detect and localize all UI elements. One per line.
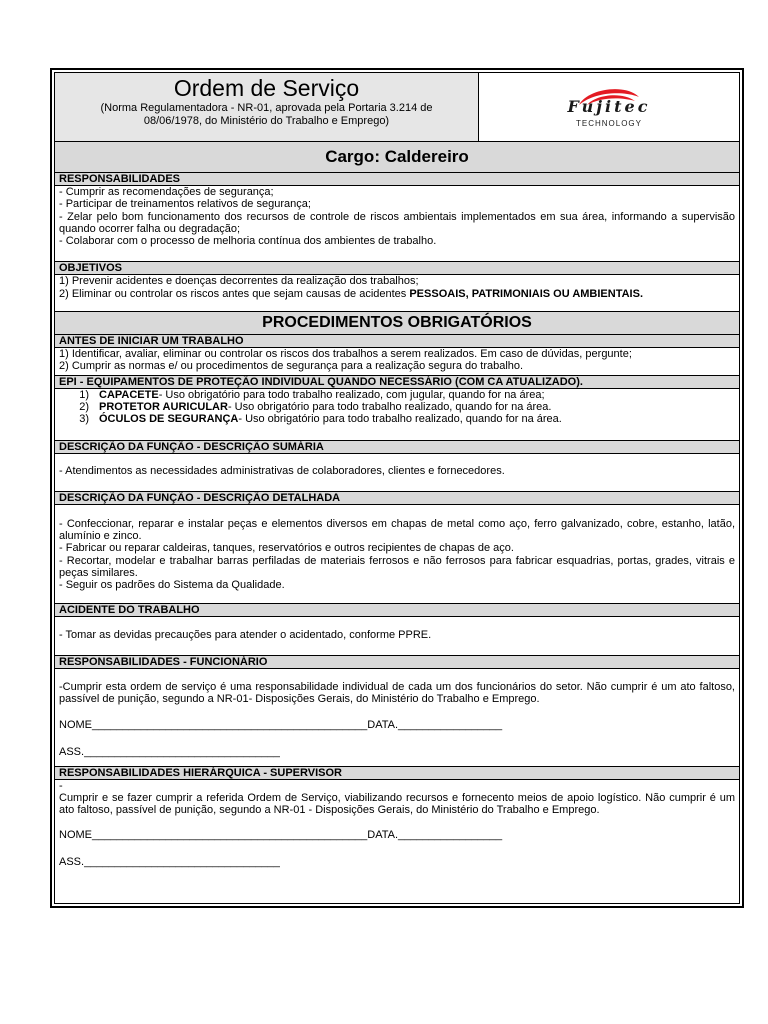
supervisor-name-date-line[interactable]: NOME_____________________________________________DATA._________________ (59, 829, 503, 842)
supervisor-signature-line[interactable]: ASS.________________________________ (59, 856, 280, 869)
ppe-item (55, 401, 739, 413)
header-title-cell (55, 73, 479, 141)
summary-description-heading: DESCRIÇÃO DA FUNÇÃO - DESCRIÇÃO SUMÁRIA (55, 440, 739, 454)
employee-responsibility-text: -Cumprir esta ordem de serviço é uma responsabilidade individual de cada um dos funcionários do setor. Não cumprir é um ato faltoso, passível de punição, segundo a NR-01- Disposições Gerais, do Ministério do Trabalho e Emprego. (59, 680, 735, 706)
detailed-description-heading: DESCRIÇÃO DA FUNÇÃO - DESCRIÇÃO DETALHADA (55, 491, 739, 505)
ppe-list (55, 389, 739, 440)
ppe-item (55, 389, 739, 401)
before-work-line: 1) Identificar, avaliar, eliminar ou controlar os riscos dos trabalhos a serem realizados. Em caso de dúvidas, pergunte; (59, 348, 632, 361)
work-accident-body (55, 617, 739, 655)
responsibility-line: - Participar de treinamentos relativos de segurança; (59, 198, 311, 211)
ppe-item-text: - Uso obrigatório para todo trabalho realizado, com jugular, quando for na área; (158, 388, 545, 401)
company-logo-text: Fujitec (567, 97, 651, 116)
service-order-form (50, 68, 744, 908)
company-logo-subtext: TECHNOLOGY (575, 119, 642, 128)
before-work-heading: ANTES DE INICIAR UM TRABALHO (55, 335, 739, 348)
responsibilities-body (55, 186, 739, 261)
detailed-description-line: - Confeccionar, reparar e instalar peças e elementos diversos em chapas de metal como aço, ferro galvanizado, cobre, estanho, latão, alumínio e zinco. (59, 517, 735, 543)
employee-responsibility-body (55, 669, 739, 706)
work-accident-heading: ACIDENTE DO TRABALHO (55, 603, 739, 617)
ppe-item-name: CAPACETE (99, 388, 159, 401)
ppe-item-text: - Uso obrigatório para todo trabalho realizado, quando for na área. (238, 413, 562, 426)
ppe-heading: EPI - EQUIPAMENTOS DE PROTEÇÃO INDIVIDUAL QUANDO NECESSÁRIO (COM CA ATUALIZADO). (55, 375, 739, 389)
summary-description-text: - Atendimentos as necessidades administrativas de colaboradores, clientes e fornecedores. (59, 464, 505, 477)
document-title: Ordem de Serviço (173, 75, 360, 101)
ppe-item-text: - Uso obrigatório para todo trabalho realizado, quando for na área. (227, 400, 552, 413)
objective-text: 2) Eliminar ou controlar os riscos antes que sejam causas de acidentes (59, 287, 410, 300)
detailed-description-body (55, 505, 739, 603)
detailed-description-line: - Recortar, modelar e trabalhar barras perfiladas de materiais ferrosos e não ferrosos para fabricar esquadrias, portas, grades, vitrais e peças similares. (59, 554, 735, 580)
ppe-item-name: ÓCULOS DE SEGURANÇA (99, 413, 239, 426)
employee-name-date-line[interactable]: NOME_____________________________________________DATA._________________ (59, 718, 503, 731)
before-work-body (55, 348, 739, 375)
summary-description-body (55, 454, 739, 491)
objectives-heading: OBJETIVOS (55, 261, 739, 275)
header-logo-cell (479, 73, 739, 141)
responsibility-line: - Zelar pelo bom funcionamento dos recursos de controle de riscos ambientais implementados em sua área, informando a supervisão quando ocorrer falha ou degradação; (59, 210, 735, 235)
company-logo (539, 83, 679, 131)
document-subtitle: (Norma Regulamentadora - NR-01, aprovada pela Portaria 3.214 de 08/06/1978, do Ministério do Trabalho e Emprego) (100, 102, 433, 127)
ppe-item-number: 2) (79, 400, 89, 413)
mandatory-procedures-heading: PROCEDIMENTOS OBRIGATÓRIOS (55, 311, 739, 335)
ppe-item-name: PROTETOR AURICULAR (99, 400, 228, 413)
employee-responsibility-heading: RESPONSABILIDADES - FUNCIONÁRIO (55, 655, 739, 669)
supervisor-responsibility-body (55, 780, 739, 817)
supervisor-dash: - (59, 779, 63, 792)
supervisor-responsibility-text: Cumprir e se fazer cumprir a referida Ordem de Serviço, viabilizando recursos e fornecento meios de apoio logístico. Não cumprir é um ato faltoso, passível de punição, segundo a NR-01 - Disposições Gerais, do Ministério do Trabalho e Emprego. (59, 791, 735, 817)
ppe-item (55, 413, 739, 425)
ppe-item-number: 1) (79, 388, 89, 401)
objective-line: 1) Prevenir acidentes e doenças decorrentes da realização dos trabalhos; (59, 275, 419, 288)
responsibility-line: - Cumprir as recomendações de segurança; (59, 186, 274, 198)
employee-signature-line[interactable]: ASS.________________________________ (59, 745, 280, 758)
objectives-body (55, 275, 739, 311)
supervisor-responsibility-heading: RESPONSABILIDADES HIERÁRQUICA - SUPERVISOR (55, 766, 739, 780)
detailed-description-line: - Seguir os padrões do Sistema da Qualidade. (59, 579, 285, 592)
before-work-line: 2) Cumprir as normas e/ ou procedimentos de segurança para a realização segura do trabalho. (59, 360, 524, 373)
responsibilities-heading: RESPONSABILIDADES (55, 173, 739, 186)
form-header (55, 73, 739, 142)
work-accident-text: - Tomar as devidas precauções para atender o acidentado, conforme PPRE. (59, 628, 432, 641)
objective-line (59, 288, 735, 300)
ppe-item-number: 3) (79, 413, 89, 426)
objective-emphasis: PESSOAIS, PATRIMONIAIS OU AMBIENTAIS. (409, 287, 644, 300)
job-title-bar: Cargo: Caldereiro (55, 142, 739, 173)
responsibility-line: - Colaborar com o processo de melhoria contínua dos ambientes de trabalho. (59, 235, 437, 248)
form-inner-border (54, 72, 740, 904)
detailed-description-line: - Fabricar ou reparar caldeiras, tanques, reservatórios e outros recipientes de chapas de aço. (59, 542, 514, 555)
